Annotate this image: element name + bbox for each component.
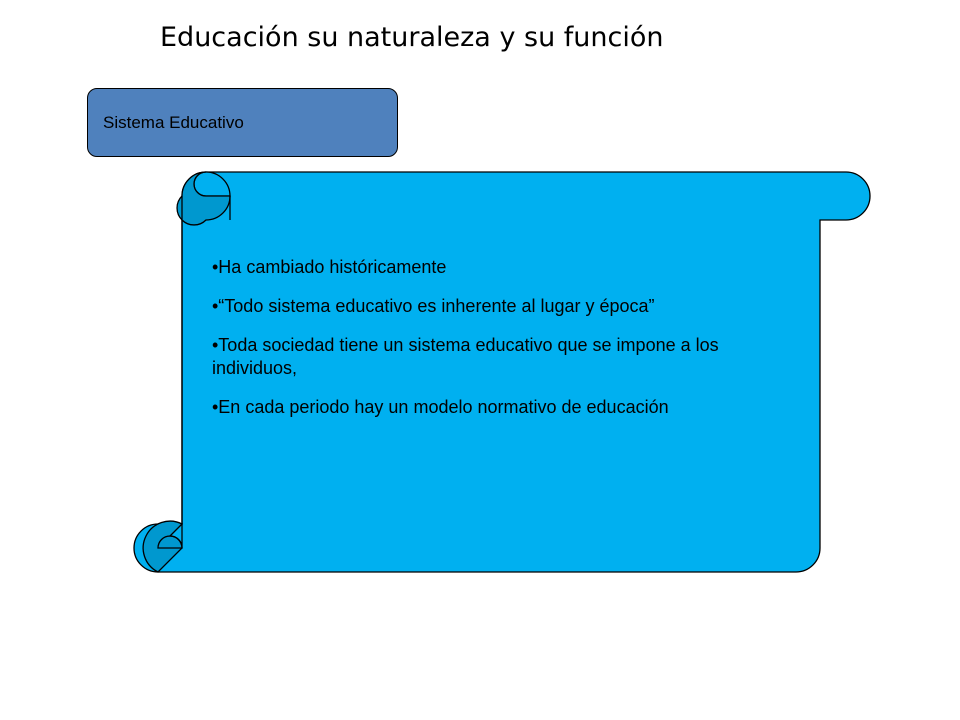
sistema-educativo-label: Sistema Educativo [103,112,244,132]
scroll-text [212,256,802,435]
bullet-item: •“Todo sistema educativo es inherente al lugar y época” [212,296,655,316]
slide-title: Educación su naturaleza y su función [160,22,664,53]
bullet-item: •Toda sociedad tiene un sistema educativo que se impone a los individuos, [212,335,719,378]
bullet-item: •Ha cambiado históricamente [212,257,447,277]
bullet-item: •En cada periodo hay un modelo normativo de educación [212,397,669,417]
